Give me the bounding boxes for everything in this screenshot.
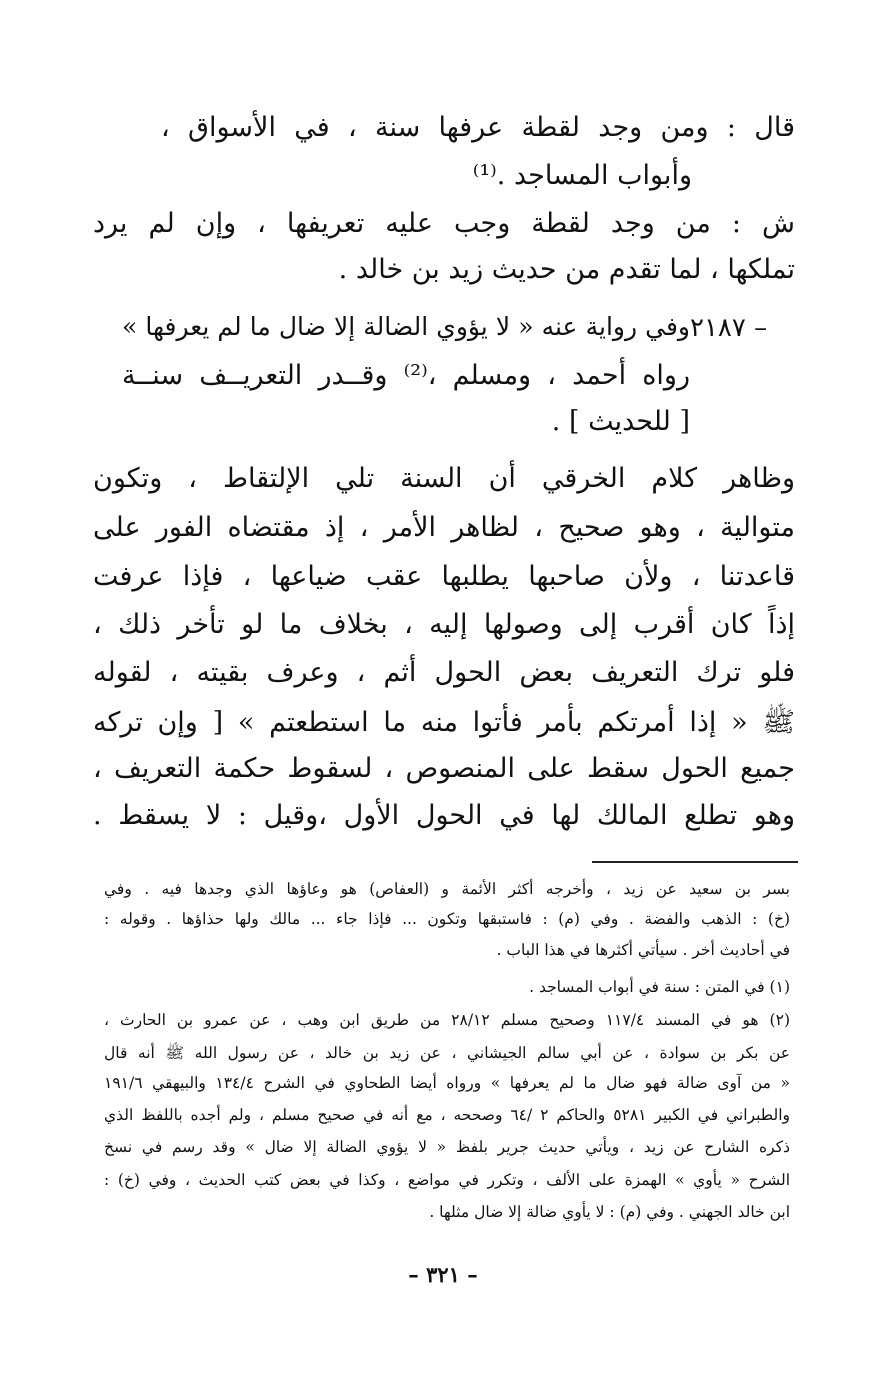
main-line: رواه أحمد ، ومسلم ،⁽²⁾ وقــدر التعريــف سنــة [122,360,690,391]
footnote-line: (خ) : الذهب والفضة . وفي (م) : فاستبقها وتكون ... فإذا جاء ... مالك ولها حذاؤها . وقوله : [104,910,790,928]
footnote-line: « من آوى ضالة فهو ضال ما لم يعرفها » ورواه أيضا الطحاوي في الشرح ١٣٤/٤ والبيهقي ١٩١/٦ [104,1074,790,1092]
hadith-number: ٢١٨٧ – [690,313,768,343]
main-line: تملكها ، لما تقدم من حديث زيد بن خالد . [338,254,795,285]
footnote-line: والطبراني في الكبير ٥٢٨١ والحاكم ٢ /٦٤ وصححه ، مع أنه في صحيح مسلم ، ولم أجده باللفظ الذي [104,1106,791,1124]
main-line: متوالية ، وهو صحيح ، لظاهر الأمر ، إذ مقتضاه الفور على [93,512,795,543]
footnote-1: (١) في المتن : سنة في أبواب المساجد . [529,978,790,996]
main-line: إذاً كان أقرب إلى وصولها إليه ، بخلاف ما لو تأخر ذلك ، [93,609,795,640]
main-line: جميع الحول سقط على المنصوص ، لسقوط حكمة التعريف ، [93,753,795,784]
footnote-line: ابن خالد الجهني . وفي (م) : لا يأوي ضالة إلا ضال مثلها . [429,1203,790,1221]
footnote-line: بسر بن سعيد عن زيد ، وأخرجه أكثر الأئمة و (العفاص) هو وعاؤها الذي وجدها فيه . وفي [104,880,790,898]
main-line: وأبواب المساجد .⁽¹⁾ [472,160,692,191]
page-number: – ٣٢١ – [408,1262,478,1287]
footnote-line: الشرح « يأوي » الهمزة على الألف ، وتكرر في مواضع ، وكذا في بعض كتب الحديث ، وفي (خ) : [104,1171,790,1189]
main-line: فلو ترك التعريف بعض الحول أثم ، وعرف بقيته ، لقوله [93,657,795,688]
footnote-separator [592,861,798,863]
main-line: ش : من وجد لقطة وجب عليه تعريفها ، وإن لم يرد [93,208,795,239]
main-line: وفي رواية عنه « لا يؤوي الضالة إلا ضال ما لم يعرفها » [122,312,690,341]
footnote-line: عن بكر بن سوادة ، عن أبي سالم الجيشاني ، عن زيد بن خالد ، عن رسول الله ﷺ أنه قال [104,1044,790,1062]
footnote-line: (٢) هو في المسند ١١٧/٤ وصحيح مسلم ٢٨/١٢ من طريق ابن وهب ، عن عمرو بن الحارث ، [104,1011,790,1029]
main-line: وظاهر كلام الخرقي أن السنة تلي الإلتقاط ، وتكون [93,463,795,494]
footnote-line: في أحاديث أخر . سيأتي أكثرها في هذا الباب . [496,941,790,959]
main-line: قال : ومن وجد لقطة عرفها سنة ، في الأسواق ، [161,112,795,143]
main-line: قاعدتنا ، ولأن صاحبها يطلبها عقب ضياعها ، فإذا عرفت [93,561,795,592]
main-line: ﷺ « إذا أمرتكم بأمر فأتوا منه ما استطعتم » [ وإن تركه [93,707,795,738]
main-line: وهو تطلع المالك لها في الحول الأول ،وقيل : لا يسقط . [93,800,795,831]
main-line: [ للحديث ] . [551,406,690,437]
footnote-line: ذكره الشارح عن زيد ، ويأتي حديث جرير بلفظ « لا يؤوي الضالة إلا ضال » وقد رسم في نسخ [104,1138,790,1156]
